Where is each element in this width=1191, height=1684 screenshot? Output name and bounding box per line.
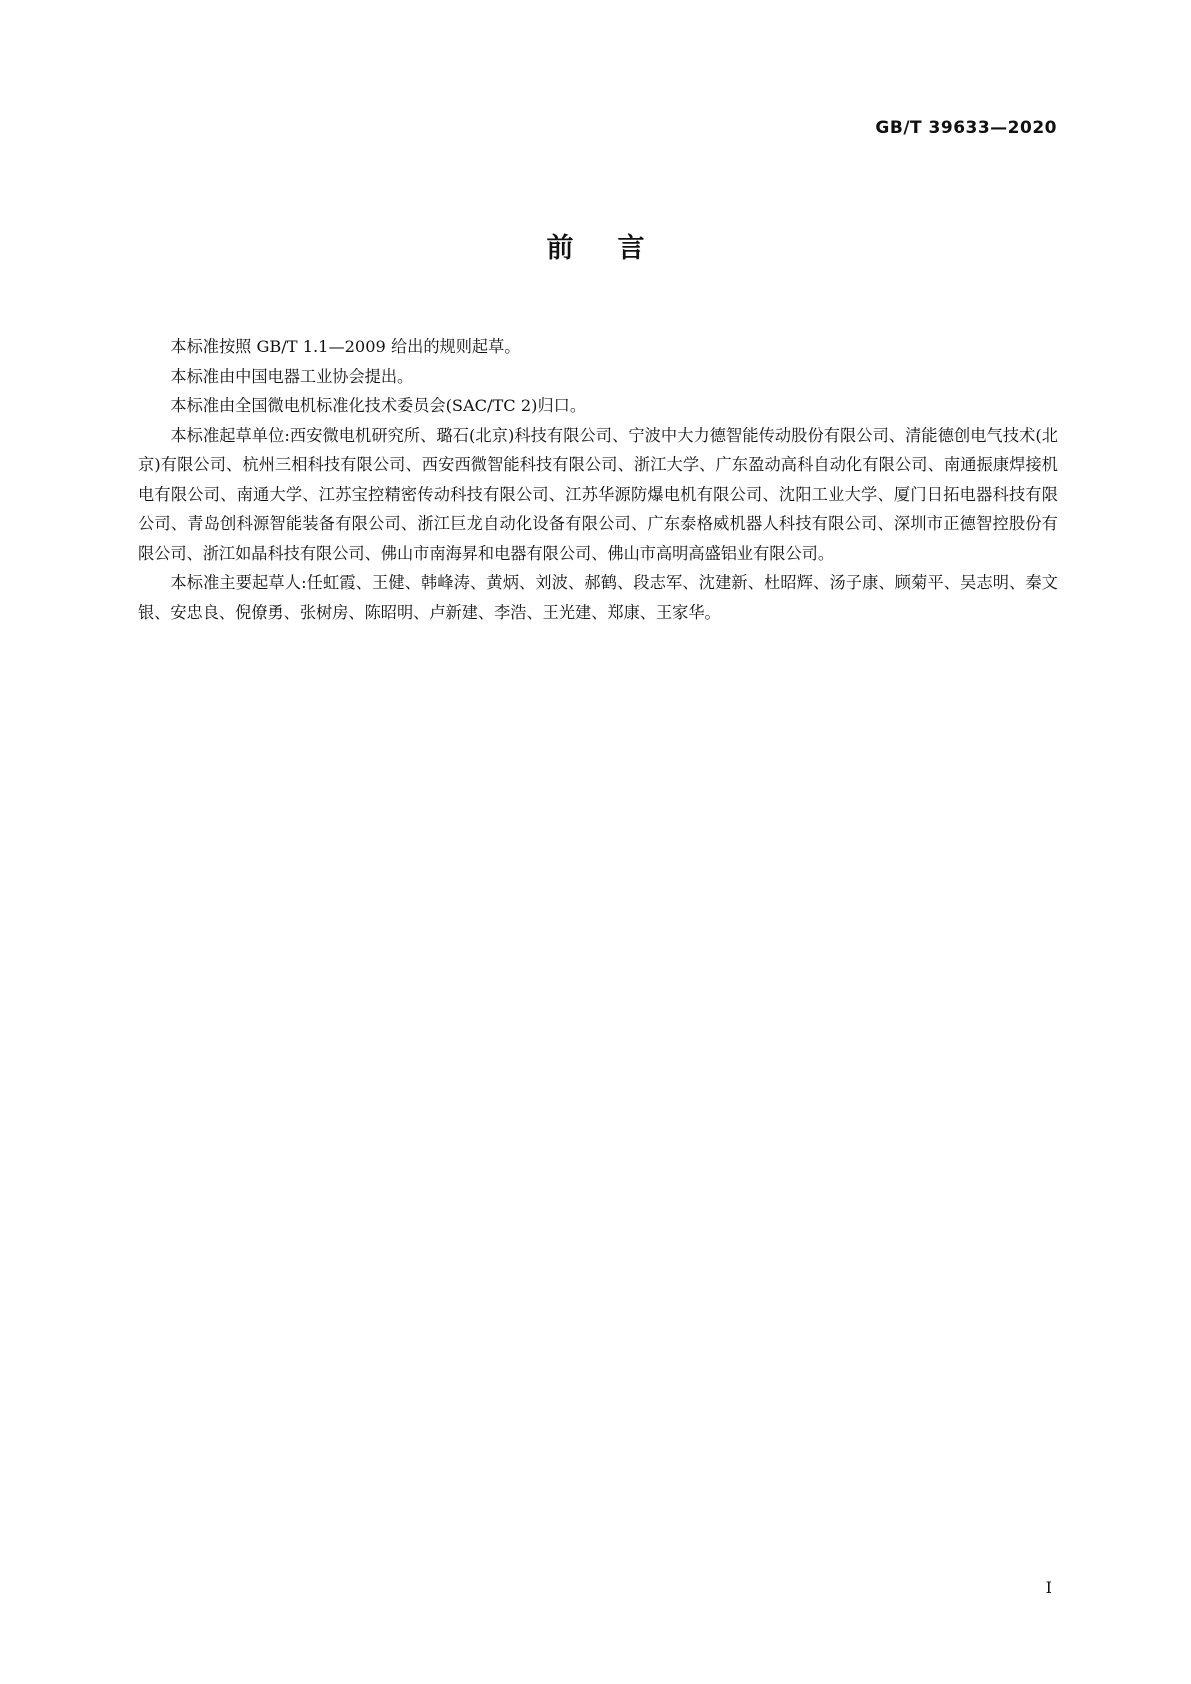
page-title: 前言 bbox=[546, 233, 689, 264]
standard-number: GB/T 39633—2020 bbox=[875, 118, 1057, 138]
foreword-body bbox=[138, 332, 1058, 627]
paragraph-technical-committee: 本标准由全国微电机标准化技术委员会(SAC/TC 2)归口。 bbox=[170, 396, 587, 415]
paragraph-drafters: 本标准主要起草人:任虹霞、王健、韩峰涛、黄炳、刘波、郝鹤、段志军、沈建新、杜昭辉、汤子康、顾菊平、吴志明、秦文银、安忠良、倪僚勇、张树房、陈昭明、卢新建、李浩、王光建、郑康、王家华。 bbox=[138, 573, 1058, 622]
paragraph-drafting-units: 本标准起草单位:西安微电机研究所、璐石(北京)科技有限公司、宁波中大力德智能传动股份有限公司、清能德创电气技术(北京)有限公司、杭州三相科技有限公司、西安西微智能科技有限公司、浙江大学、广东盈动高科自动化有限公司、南通振康焊接机电有限公司、南通大学、江苏宝控精密传动科技有限公司、江苏华源防爆电机有限公司、沈阳工业大学、厦门日拓电器科技有限公司、青岛创科源智能装备有限公司、浙江巨龙自动化设备有限公司、广东泰格威机器人科技有限公司、深圳市正德智控股份有限公司、浙江如晶科技有限公司、佛山市南海昇和电器有限公司、佛山市高明高盛铝业有限公司。 bbox=[138, 425, 1058, 563]
page-number: I bbox=[1045, 1578, 1052, 1597]
paragraph-drafting-rules: 本标准按照 GB/T 1.1—2009 给出的规则起草。 bbox=[170, 337, 521, 356]
paragraph-proposer: 本标准由中国电器工业协会提出。 bbox=[170, 366, 414, 386]
